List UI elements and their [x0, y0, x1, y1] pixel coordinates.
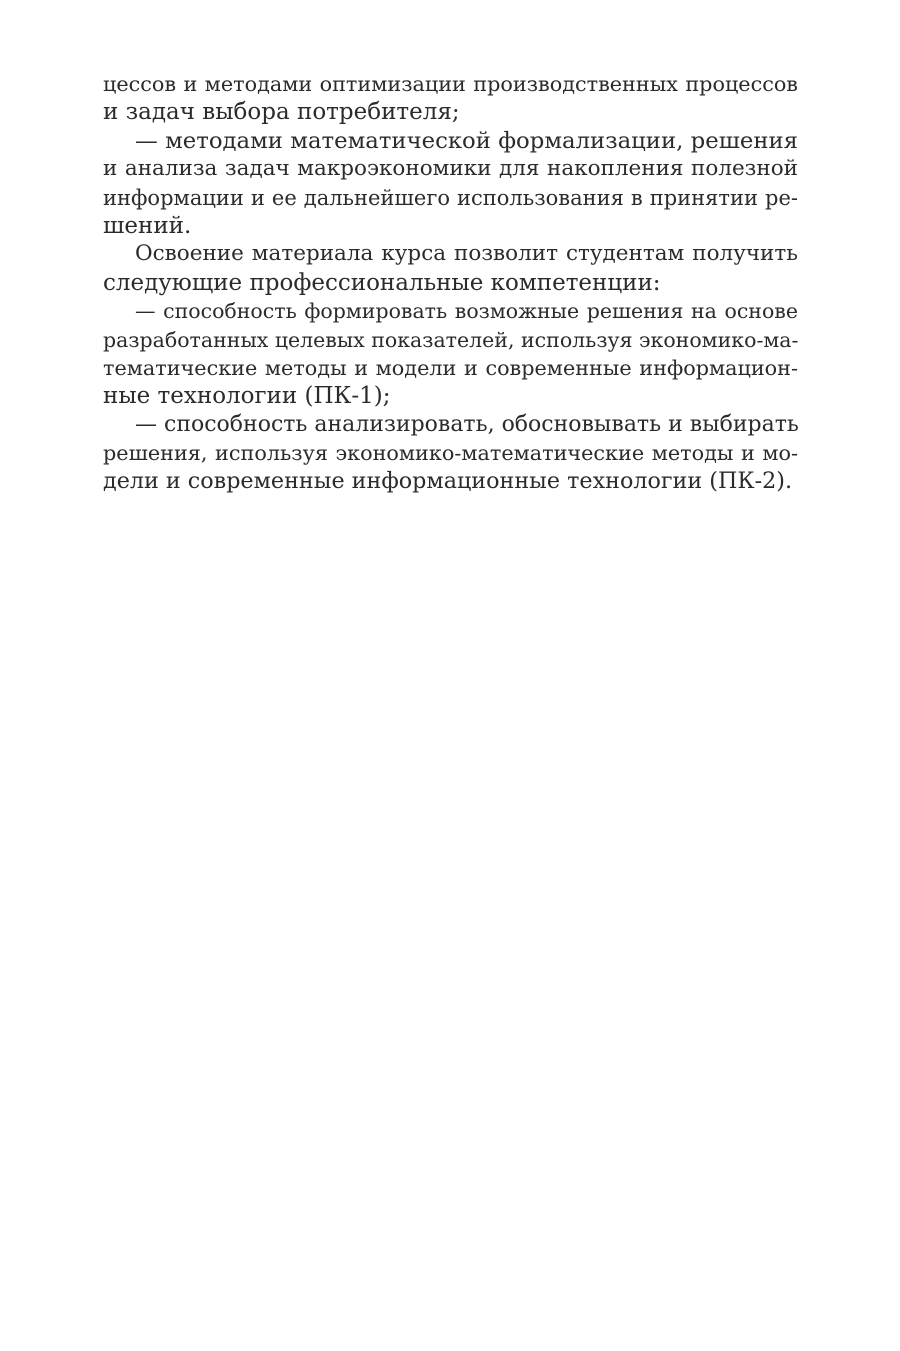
document-body — [103, 70, 798, 496]
text-line-1: цессов и методами оптимизации производственных процессов — [103, 72, 798, 96]
text-line-9: — способность формировать возможные решения на основе — [135, 299, 798, 324]
text-line-6: шений. — [103, 212, 192, 239]
text-line-14: решения, используя экономико-математические методы и мо- — [103, 441, 798, 466]
text-line-7: Освоение материала курса позволит студентам получить — [135, 241, 798, 267]
text-line-4: и анализа задач макроэкономики для накопления полезной — [103, 156, 798, 182]
text-line-12: ные технологии (ПК-1); — [103, 383, 391, 410]
text-line-13: — способность анализировать, обосновывать и выбирать — [135, 411, 799, 437]
text-line-5: информации и ее дальнейшего использования в принятии ре- — [103, 185, 798, 210]
text-line-10: разработанных целевых показателей, используя экономико-ма- — [103, 327, 799, 352]
text-line-11: тематические методы и модели и современные информацион- — [103, 355, 798, 380]
text-line-3: — методами математической формализации, решения — [135, 127, 798, 154]
text-line-8: следующие профессиональные компетенции: — [103, 269, 661, 296]
text-line-15: дели и современные информационные технологии (ПК-2). — [103, 468, 793, 495]
text-line-2: и задач выбора потребителя; — [103, 99, 460, 126]
